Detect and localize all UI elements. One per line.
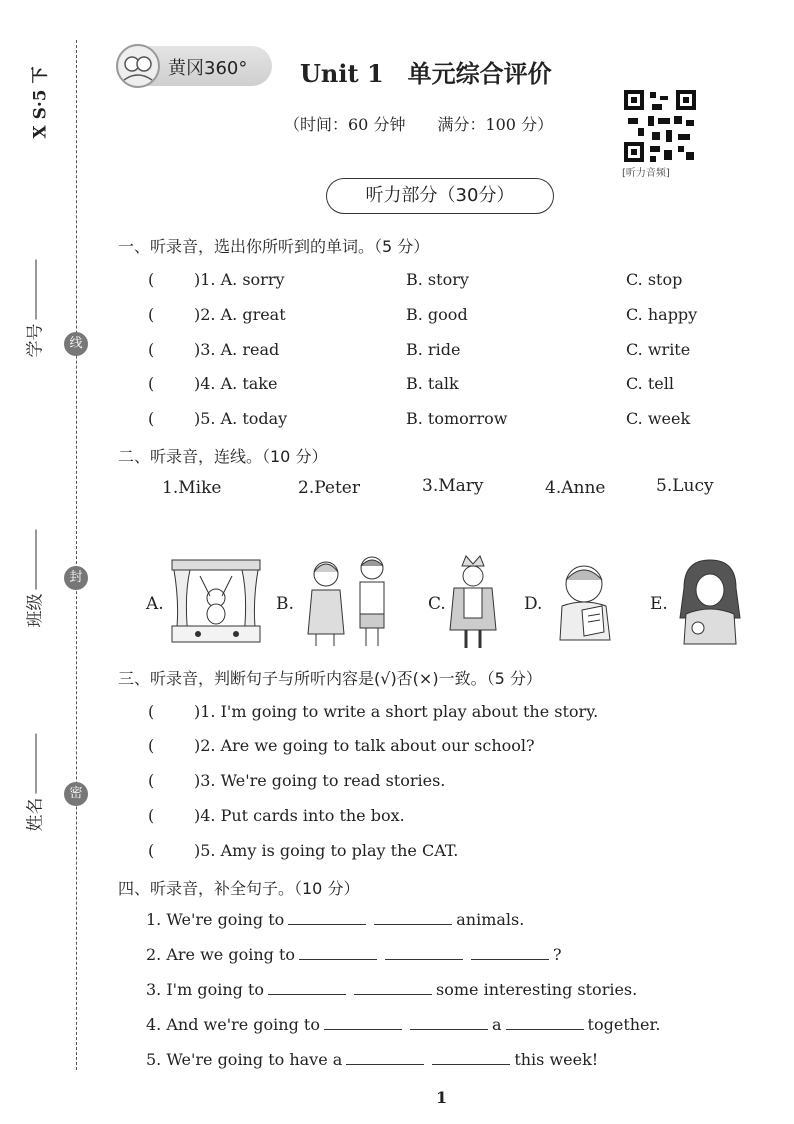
fill-blank[interactable] (385, 945, 463, 960)
page-title: Unit 1 单元综合评价 (300, 59, 552, 88)
part2-heading: 二、听录音，连线。（10 分） (118, 447, 328, 466)
class-field: 班级 (21, 530, 46, 628)
fill-blank[interactable] (432, 1050, 510, 1065)
name-field: 姓名 (21, 734, 46, 832)
logo-text: 黄冈360° (168, 58, 248, 79)
part4-item-1: 1. We're going to animals. (146, 910, 525, 929)
seal-seal: 封 (64, 566, 88, 590)
part3-item-5: )5. Amy is going to play the CAT. (194, 841, 459, 860)
name-lucy: 5.Lucy (656, 476, 714, 496)
name-peter: 2.Peter (298, 478, 360, 498)
part4-item-5: 5. We're going to have a this week! (146, 1050, 599, 1069)
fill-blank[interactable] (299, 945, 377, 960)
fill-blank[interactable] (410, 1015, 488, 1030)
answer-paren[interactable]: ( (148, 806, 155, 825)
answer-paren[interactable]: ( (148, 409, 155, 428)
name-anne: 4.Anne (545, 478, 606, 498)
part4-heading: 四、听录音，补全句子。（10 分） (118, 879, 360, 898)
student-id-field: 学号 (21, 260, 46, 358)
qr-code-icon[interactable] (624, 90, 696, 162)
puppet-stage-icon (170, 556, 262, 650)
two-children-icon (298, 554, 398, 652)
name-mary: 3.Mary (422, 476, 484, 496)
answer-paren[interactable]: ( (148, 270, 155, 289)
seal-line: 线 (64, 332, 88, 356)
part4-item-3: 3. I'm going to some interesting stories. (146, 980, 638, 999)
princess-icon (676, 558, 744, 650)
fill-blank[interactable] (506, 1015, 584, 1030)
part3-item-4: )4. Put cards into the box. (194, 806, 405, 825)
answer-paren[interactable]: ( (148, 374, 155, 393)
qr-label: [听力音频] (622, 168, 670, 179)
answer-paren[interactable]: ( (148, 702, 155, 721)
part3-item-1: )1. I'm going to write a short play about the story. (194, 702, 599, 721)
part4-item-2: 2. Are we going to ? (146, 945, 562, 964)
book-code: X S·5 下 (30, 66, 51, 139)
answer-paren[interactable]: ( (148, 340, 155, 359)
part1-heading: 一、听录音，选出你所听到的单词。（5 分） (118, 237, 430, 256)
part3-item-2: )2. Are we going to talk about our school? (194, 736, 535, 755)
exam-info: （时间：60 分钟 满分：100 分） (284, 115, 554, 134)
seal-secret: 密 (64, 782, 88, 806)
prince-icon (448, 554, 498, 654)
part3-heading: 三、听录音，判断句子与所听内容是(√)否(×)一致。（5 分） (118, 669, 542, 688)
logo-kids-icon (116, 44, 160, 88)
answer-paren[interactable]: ( (148, 771, 155, 790)
fill-blank[interactable] (268, 980, 346, 995)
fill-blank[interactable] (288, 910, 366, 925)
fill-blank[interactable] (374, 910, 452, 925)
listening-section-banner: 听力部分（30分） (326, 178, 554, 214)
name-mike: 1.Mike (162, 478, 222, 498)
fill-blank[interactable] (354, 980, 432, 995)
part4-item-4: 4. And we're going to a together. (146, 1015, 661, 1034)
answer-paren[interactable]: ( (148, 841, 155, 860)
part3-item-3: )3. We're going to read stories. (194, 771, 446, 790)
answer-paren[interactable]: ( (148, 305, 155, 324)
binding-dashed-line (76, 40, 77, 1070)
fill-blank[interactable] (324, 1015, 402, 1030)
boy-reading-icon (554, 562, 620, 650)
answer-paren[interactable]: ( (148, 736, 155, 755)
page-number: 1 (436, 1088, 448, 1107)
fill-blank[interactable] (346, 1050, 424, 1065)
fill-blank[interactable] (471, 945, 549, 960)
